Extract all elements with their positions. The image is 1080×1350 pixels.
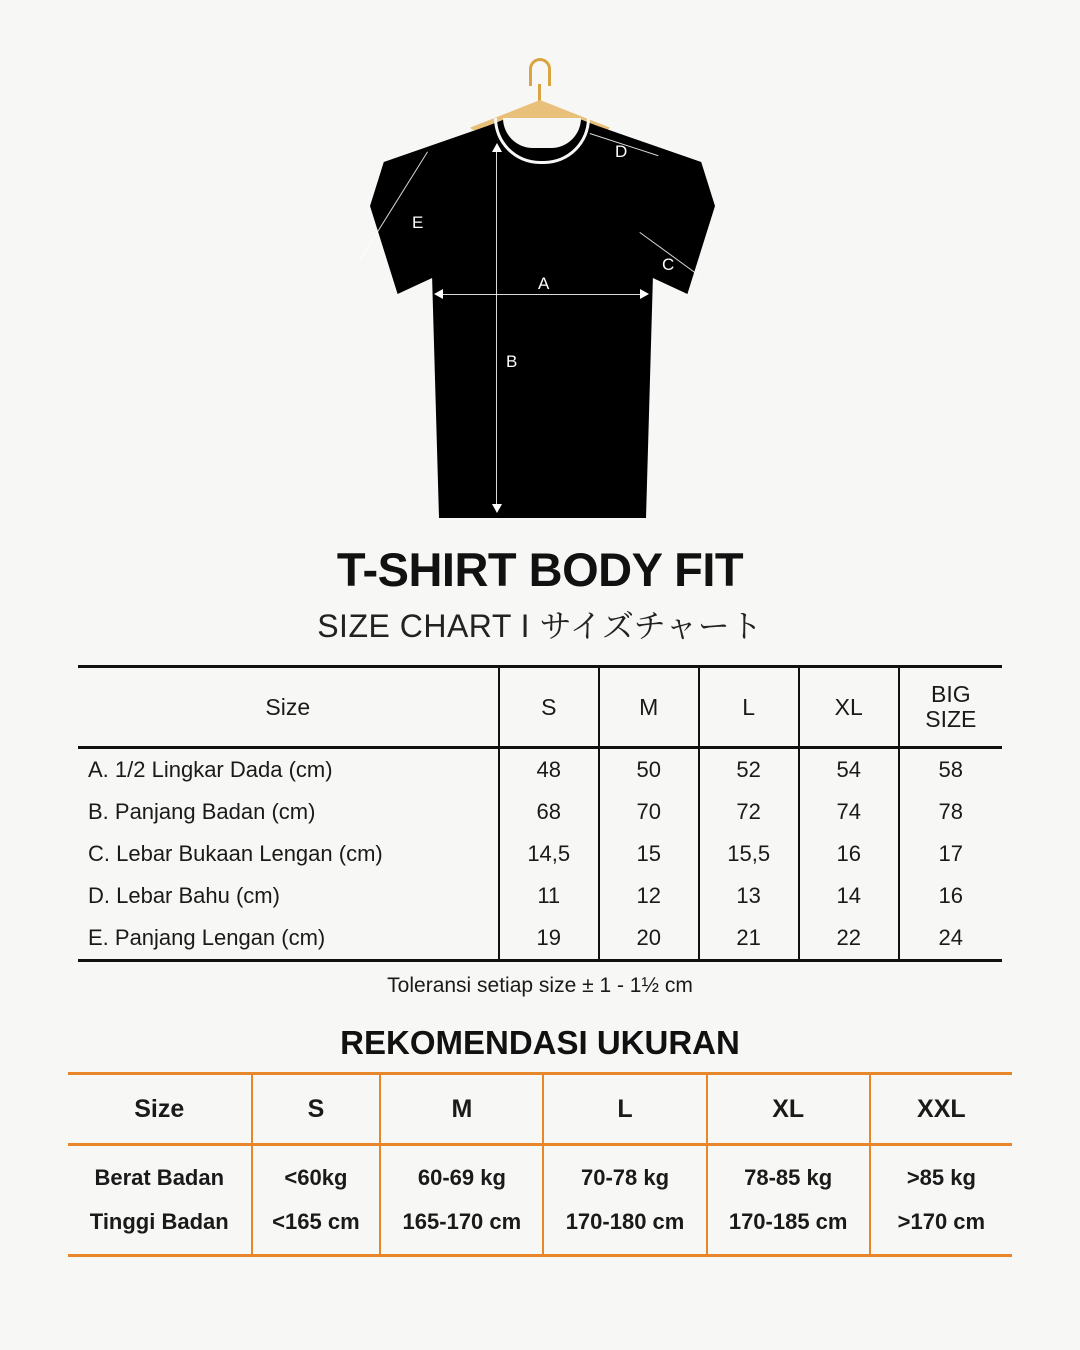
- rek-cell-berat-xxl: >85 kg: [870, 1145, 1012, 1201]
- cell-e-s: 19: [499, 917, 599, 961]
- measure-arrow-b-top: [492, 143, 502, 152]
- row-label-b: B. Panjang Badan (cm): [88, 799, 316, 824]
- cell-e-xl: 22: [799, 917, 899, 961]
- rek-cell-berat-s: <60kg: [252, 1145, 381, 1201]
- header-big-size-line1: BIG: [930, 681, 971, 708]
- cell-c-m: 15: [599, 833, 699, 875]
- rek-cell-tinggi-s: <165 cm: [252, 1200, 381, 1256]
- table-row: [78, 875, 1002, 917]
- cell-e-l: 21: [699, 917, 799, 961]
- cell-a-l: 52: [699, 748, 799, 792]
- cell-a-xl: 54: [799, 748, 899, 792]
- rek-header-xxl: XXL: [870, 1074, 1012, 1145]
- measure-arrow-b-bottom: [492, 504, 502, 513]
- recommendation-table-head: [68, 1074, 1012, 1145]
- measure-arrow-a-left: [434, 289, 443, 299]
- cell-a-big: 58: [899, 748, 1002, 792]
- cell-c-big: 17: [899, 833, 1002, 875]
- cell-b-xl: 74: [799, 791, 899, 833]
- rek-header-size: Size: [134, 1094, 185, 1123]
- rek-row-label-tinggi: Tinggi Badan: [89, 1209, 229, 1234]
- measure-line-b: [496, 150, 497, 508]
- header-s: S: [499, 667, 599, 748]
- rek-header-s: S: [252, 1074, 381, 1145]
- header-m: M: [599, 667, 699, 748]
- measurement-table: [78, 665, 1002, 962]
- table-row: [78, 833, 1002, 875]
- rek-header-l: L: [543, 1074, 706, 1145]
- header-size: Size: [265, 693, 311, 720]
- tshirt-illustration: [0, 0, 1080, 530]
- cell-b-m: 70: [599, 791, 699, 833]
- measure-label-e: E: [412, 213, 424, 232]
- rek-header-xl: XL: [707, 1074, 870, 1145]
- rek-row-label-berat: Berat Badan: [94, 1165, 225, 1190]
- cell-d-big: 16: [899, 875, 1002, 917]
- rek-cell-tinggi-m: 165-170 cm: [380, 1200, 543, 1256]
- measure-arrow-a-right: [640, 289, 649, 299]
- recommendation-table-body: [68, 1145, 1012, 1256]
- row-label-e: E. Panjang Lengan (cm): [88, 925, 326, 950]
- row-label-d: D. Lebar Bahu (cm): [88, 883, 280, 908]
- rek-cell-tinggi-l: 170-180 cm: [543, 1200, 706, 1256]
- table-row: [78, 917, 1002, 961]
- table-row: [78, 791, 1002, 833]
- header-big-size-line2: SIZE: [925, 706, 977, 732]
- cell-a-s: 48: [499, 748, 599, 792]
- recommendation-table-wrap: [68, 1072, 1012, 1257]
- table-row: [68, 1145, 1012, 1201]
- row-label-a: A. 1/2 Lingkar Dada (cm): [88, 757, 333, 782]
- tshirt-shape: [370, 118, 715, 518]
- page-title: T-SHIRT BODY FIT: [336, 543, 744, 596]
- cell-e-big: 24: [899, 917, 1002, 961]
- measure-label-c: C: [662, 255, 675, 274]
- measure-label-d: D: [615, 142, 628, 161]
- page-subtitle: SIZE CHART I サイズチャート: [317, 608, 763, 644]
- table-row: [78, 748, 1002, 792]
- measure-label-a: A: [538, 274, 550, 293]
- rek-cell-berat-xl: 78-85 kg: [707, 1145, 870, 1201]
- cell-c-xl: 16: [799, 833, 899, 875]
- rek-cell-berat-l: 70-78 kg: [543, 1145, 706, 1201]
- measurement-table-head: [78, 667, 1002, 748]
- recommendation-title: REKOMENDASI UKURAN: [340, 1024, 740, 1061]
- measure-line-a: [440, 294, 645, 295]
- cell-d-m: 12: [599, 875, 699, 917]
- measurement-table-body: [78, 748, 1002, 961]
- cell-d-l: 13: [699, 875, 799, 917]
- rek-cell-berat-m: 60-69 kg: [380, 1145, 543, 1201]
- rek-header-m: M: [380, 1074, 543, 1145]
- table-header-row: [68, 1074, 1012, 1145]
- cell-d-xl: 14: [799, 875, 899, 917]
- cell-b-s: 68: [499, 791, 599, 833]
- measure-label-b: B: [506, 352, 518, 371]
- cell-e-m: 20: [599, 917, 699, 961]
- cell-c-s: 14,5: [499, 833, 599, 875]
- tolerance-note: Toleransi setiap size ± 1 - 1½ cm: [387, 974, 693, 997]
- hanger-hook-icon: [529, 58, 551, 86]
- cell-d-s: 11: [499, 875, 599, 917]
- cell-b-l: 72: [699, 791, 799, 833]
- measurement-table-wrap: [78, 665, 1002, 962]
- header-l: L: [699, 667, 799, 748]
- row-label-c: C. Lebar Bukaan Lengan (cm): [88, 841, 383, 866]
- header-xl: XL: [799, 667, 899, 748]
- rek-cell-tinggi-xxl: >170 cm: [870, 1200, 1012, 1256]
- cell-b-big: 78: [899, 791, 1002, 833]
- recommendation-table: [68, 1072, 1012, 1257]
- table-header-row: [78, 667, 1002, 748]
- rek-cell-tinggi-xl: 170-185 cm: [707, 1200, 870, 1256]
- header-big-size: [899, 667, 1002, 748]
- table-row: [68, 1200, 1012, 1256]
- cell-c-l: 15,5: [699, 833, 799, 875]
- cell-a-m: 50: [599, 748, 699, 792]
